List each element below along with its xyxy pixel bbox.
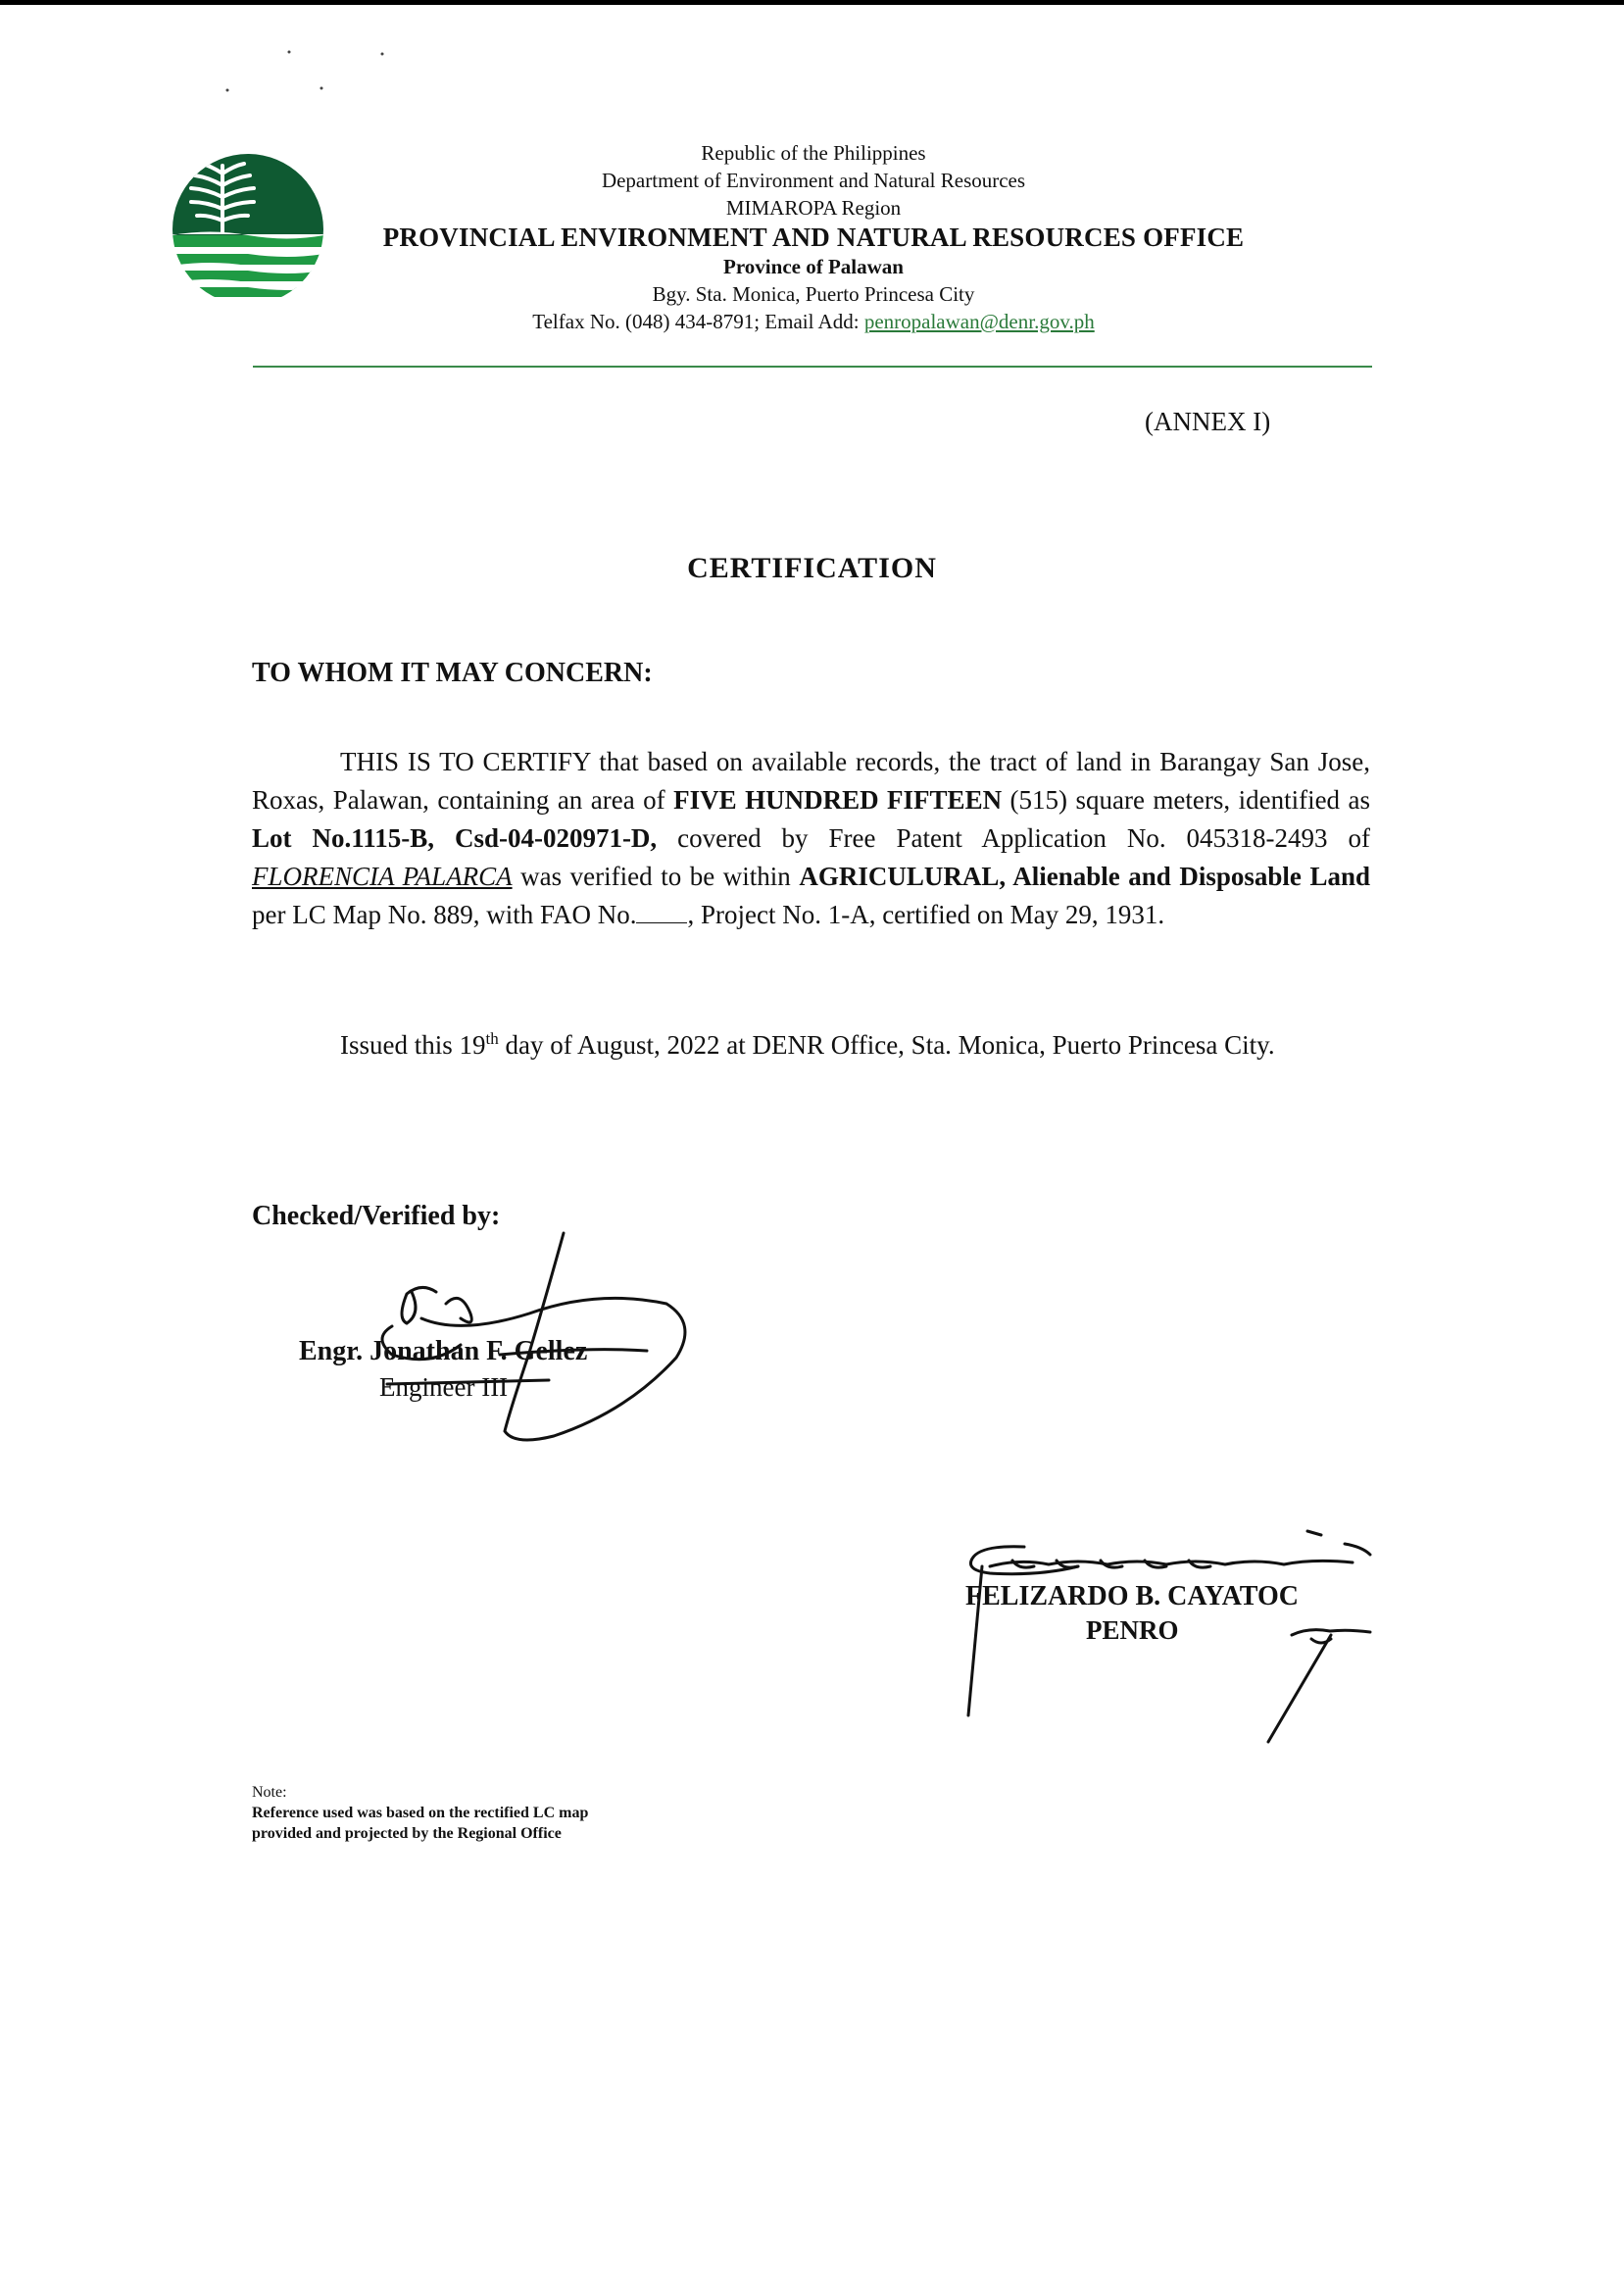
issued-text-2: day of August, 2022 at DENR Office, Sta. Monica, Puerto Princesa City. — [498, 1030, 1275, 1060]
para1-text-6: , Project No. 1-A, certified on May 29, 1931. — [687, 900, 1165, 929]
land-classification: AGRICULURAL, Alienable and Disposable Land — [799, 862, 1370, 891]
para1-text-2: (515) square meters, identified as — [1002, 785, 1371, 815]
region-line: MIMAROPA Region — [725, 196, 902, 220]
contact-prefix: Telfax No. (048) 434-8791; Email Add: — [532, 310, 864, 333]
contact-line — [343, 308, 1284, 335]
department-line: Department of Environment and Natural Resources — [601, 169, 1026, 192]
note-label: Note: — [252, 1784, 287, 1801]
checked-label: Checked/Verified by: — [252, 1201, 501, 1231]
email-link[interactable]: penropalawan@denr.gov.ph — [863, 310, 1095, 333]
republic-line: Republic of the Philippines — [701, 141, 926, 165]
note-line-2: provided and projected by the Regional Office — [252, 1825, 562, 1842]
para1-text-1: THIS IS TO CERTIFY that based on available records, the tract of land in Barangay San Jose, Roxas, Palawan, containing an area of — [252, 747, 1370, 815]
signatory1-name: Engr. Jonathan F. Gellez — [299, 1336, 588, 1366]
para1-text-4: was verified to be within — [512, 862, 800, 891]
address-line: Bgy. Sta. Monica, Puerto Princesa City — [652, 282, 975, 306]
para1-text-5: per LC Map No. 889, with FAO No. — [252, 900, 637, 929]
province-line: Province of Palawan — [723, 255, 904, 278]
applicant-name: FLORENCIA PALARCA — [252, 862, 513, 891]
header-divider — [253, 366, 1372, 368]
denr-logo-icon — [172, 152, 324, 307]
lot-number: Lot No.1115-B, Csd-04-020971-D, — [252, 823, 658, 853]
scan-specks — [226, 51, 384, 92]
issued-paragraph — [252, 1019, 1370, 1065]
salutation: TO WHOM IT MAY CONCERN: — [252, 658, 653, 688]
para1-text-3: covered by Free Patent Application No. 045318-2493 of — [657, 823, 1370, 853]
certification-paragraph — [252, 743, 1370, 934]
letterhead — [343, 139, 1284, 335]
signatory2-title: PENRO — [1086, 1615, 1179, 1645]
annex-label: (ANNEX I) — [1145, 407, 1271, 436]
issued-text-1: Issued this 19 — [340, 1030, 486, 1060]
office-name: PROVINCIAL ENVIRONMENT AND NATURAL RESOURCES OFFICE — [382, 223, 1245, 252]
document-title: CERTIFICATION — [687, 552, 937, 584]
day-suffix: th — [485, 1029, 499, 1048]
footnote — [252, 1782, 588, 1844]
top-border — [0, 0, 1624, 5]
fao-blank — [636, 901, 687, 923]
signatory2-name: FELIZARDO B. CAYATOC — [965, 1581, 1299, 1611]
signatory1-title: Engineer III — [379, 1372, 509, 1402]
note-line-1: Reference used was based on the rectified LC map — [252, 1805, 589, 1821]
area-words: FIVE HUNDRED FIFTEEN — [673, 785, 1003, 815]
